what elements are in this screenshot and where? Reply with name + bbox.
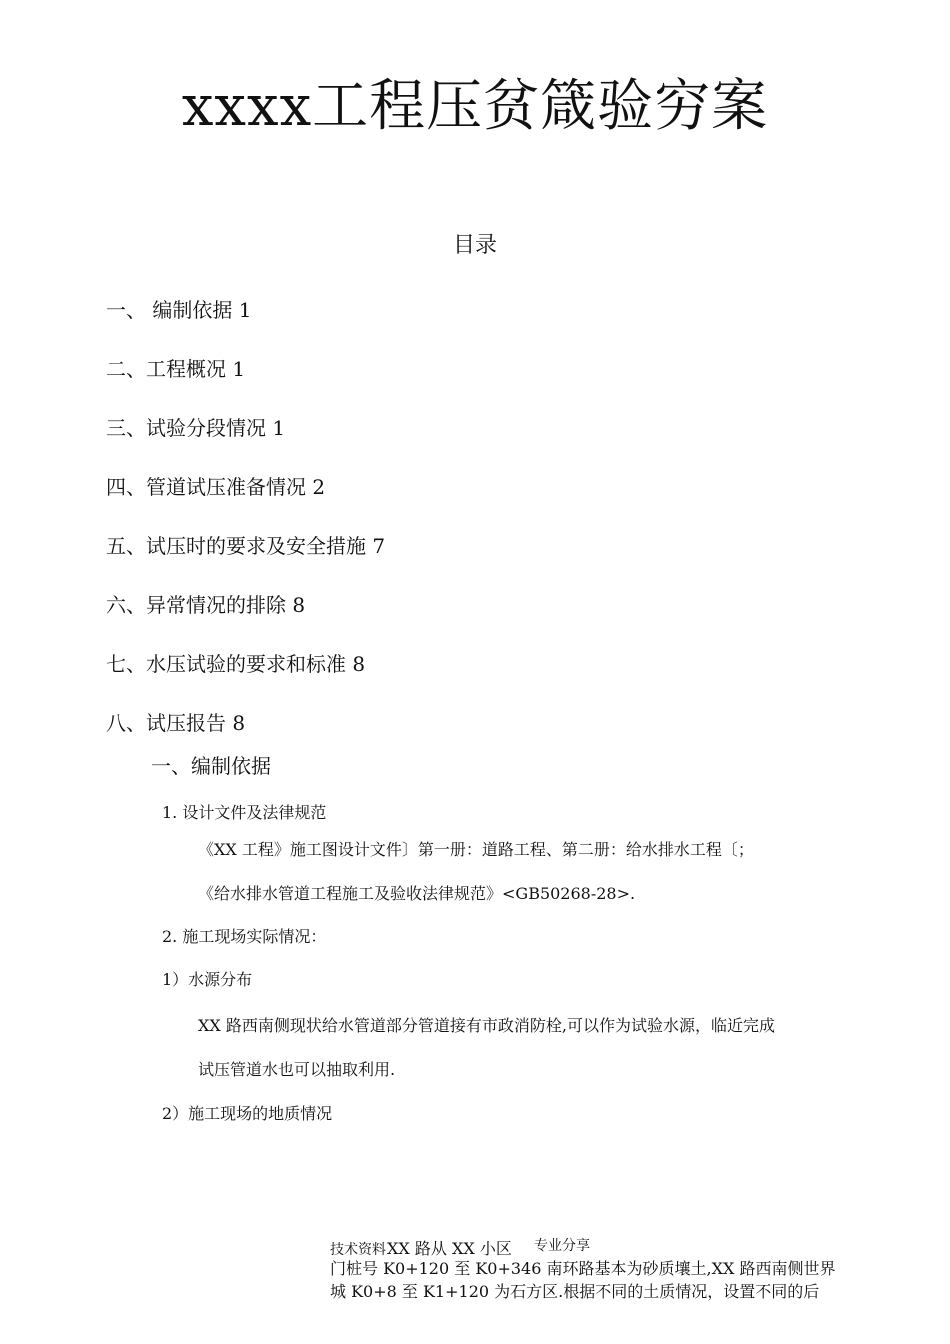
toc-heading: 目录	[452, 233, 497, 258]
reference-line-2: 《给水排水管道工程施工及验收法律规范》<GB50268-28>.	[198, 884, 636, 903]
subsection-heading-1: 1. 设计文件及法律规范	[162, 803, 327, 822]
paragraph-line-2: 试压管道水也可以抽取利用.	[198, 1060, 396, 1079]
list-item-geology: 2）施工现场的地质情况	[162, 1104, 333, 1123]
footer-text-line-2: 城 K0+8 至 K1+120 为石方区.根据不同的土质情况，设置不同的后	[330, 1282, 820, 1301]
toc-item-5: 五、试压时的要求及安全措施 7	[106, 534, 386, 558]
section-heading: 一、编制依据	[151, 754, 271, 778]
footer-label-left: 技术资料	[330, 1242, 386, 1258]
toc-item-7: 七、水压试验的要求和标准 8	[106, 652, 366, 676]
reference-line-1: 《XX 工程》施工图设计文件〕第一册：道路工程、第二册：给水排水工程〔；	[198, 840, 754, 859]
paragraph-line-1: XX 路西南侧现状给水管道部分管道接有市政消防栓,可以作为试验水源，临近完成	[198, 1016, 775, 1035]
toc-item-4: 四、管道试压准备情况 2	[106, 475, 326, 499]
footer-text-line-1: 门桩号 K0+120 至 K0+346 南环路基本为砂质壤土,XX 路西南侧世界	[330, 1259, 836, 1278]
toc-item-2: 二、工程概况 1	[106, 357, 246, 381]
toc-item-6: 六、异常情况的排除 8	[106, 593, 306, 617]
footer-label-right: 专业分享	[534, 1238, 590, 1254]
subsection-heading-2: 2. 施工现场实际情况：	[162, 927, 327, 946]
list-item-water-source: 1）水源分布	[162, 970, 253, 989]
toc-item-3: 三、试验分段情况 1	[106, 416, 286, 440]
footer-label-middle: XX 路从 XX 小区	[387, 1239, 512, 1258]
toc-item-1: 一、 编制依据 1	[106, 298, 252, 322]
document-title: xxxx工程压贫箴验穷案	[181, 74, 769, 139]
toc-item-8: 八、试压报告 8	[106, 711, 246, 735]
